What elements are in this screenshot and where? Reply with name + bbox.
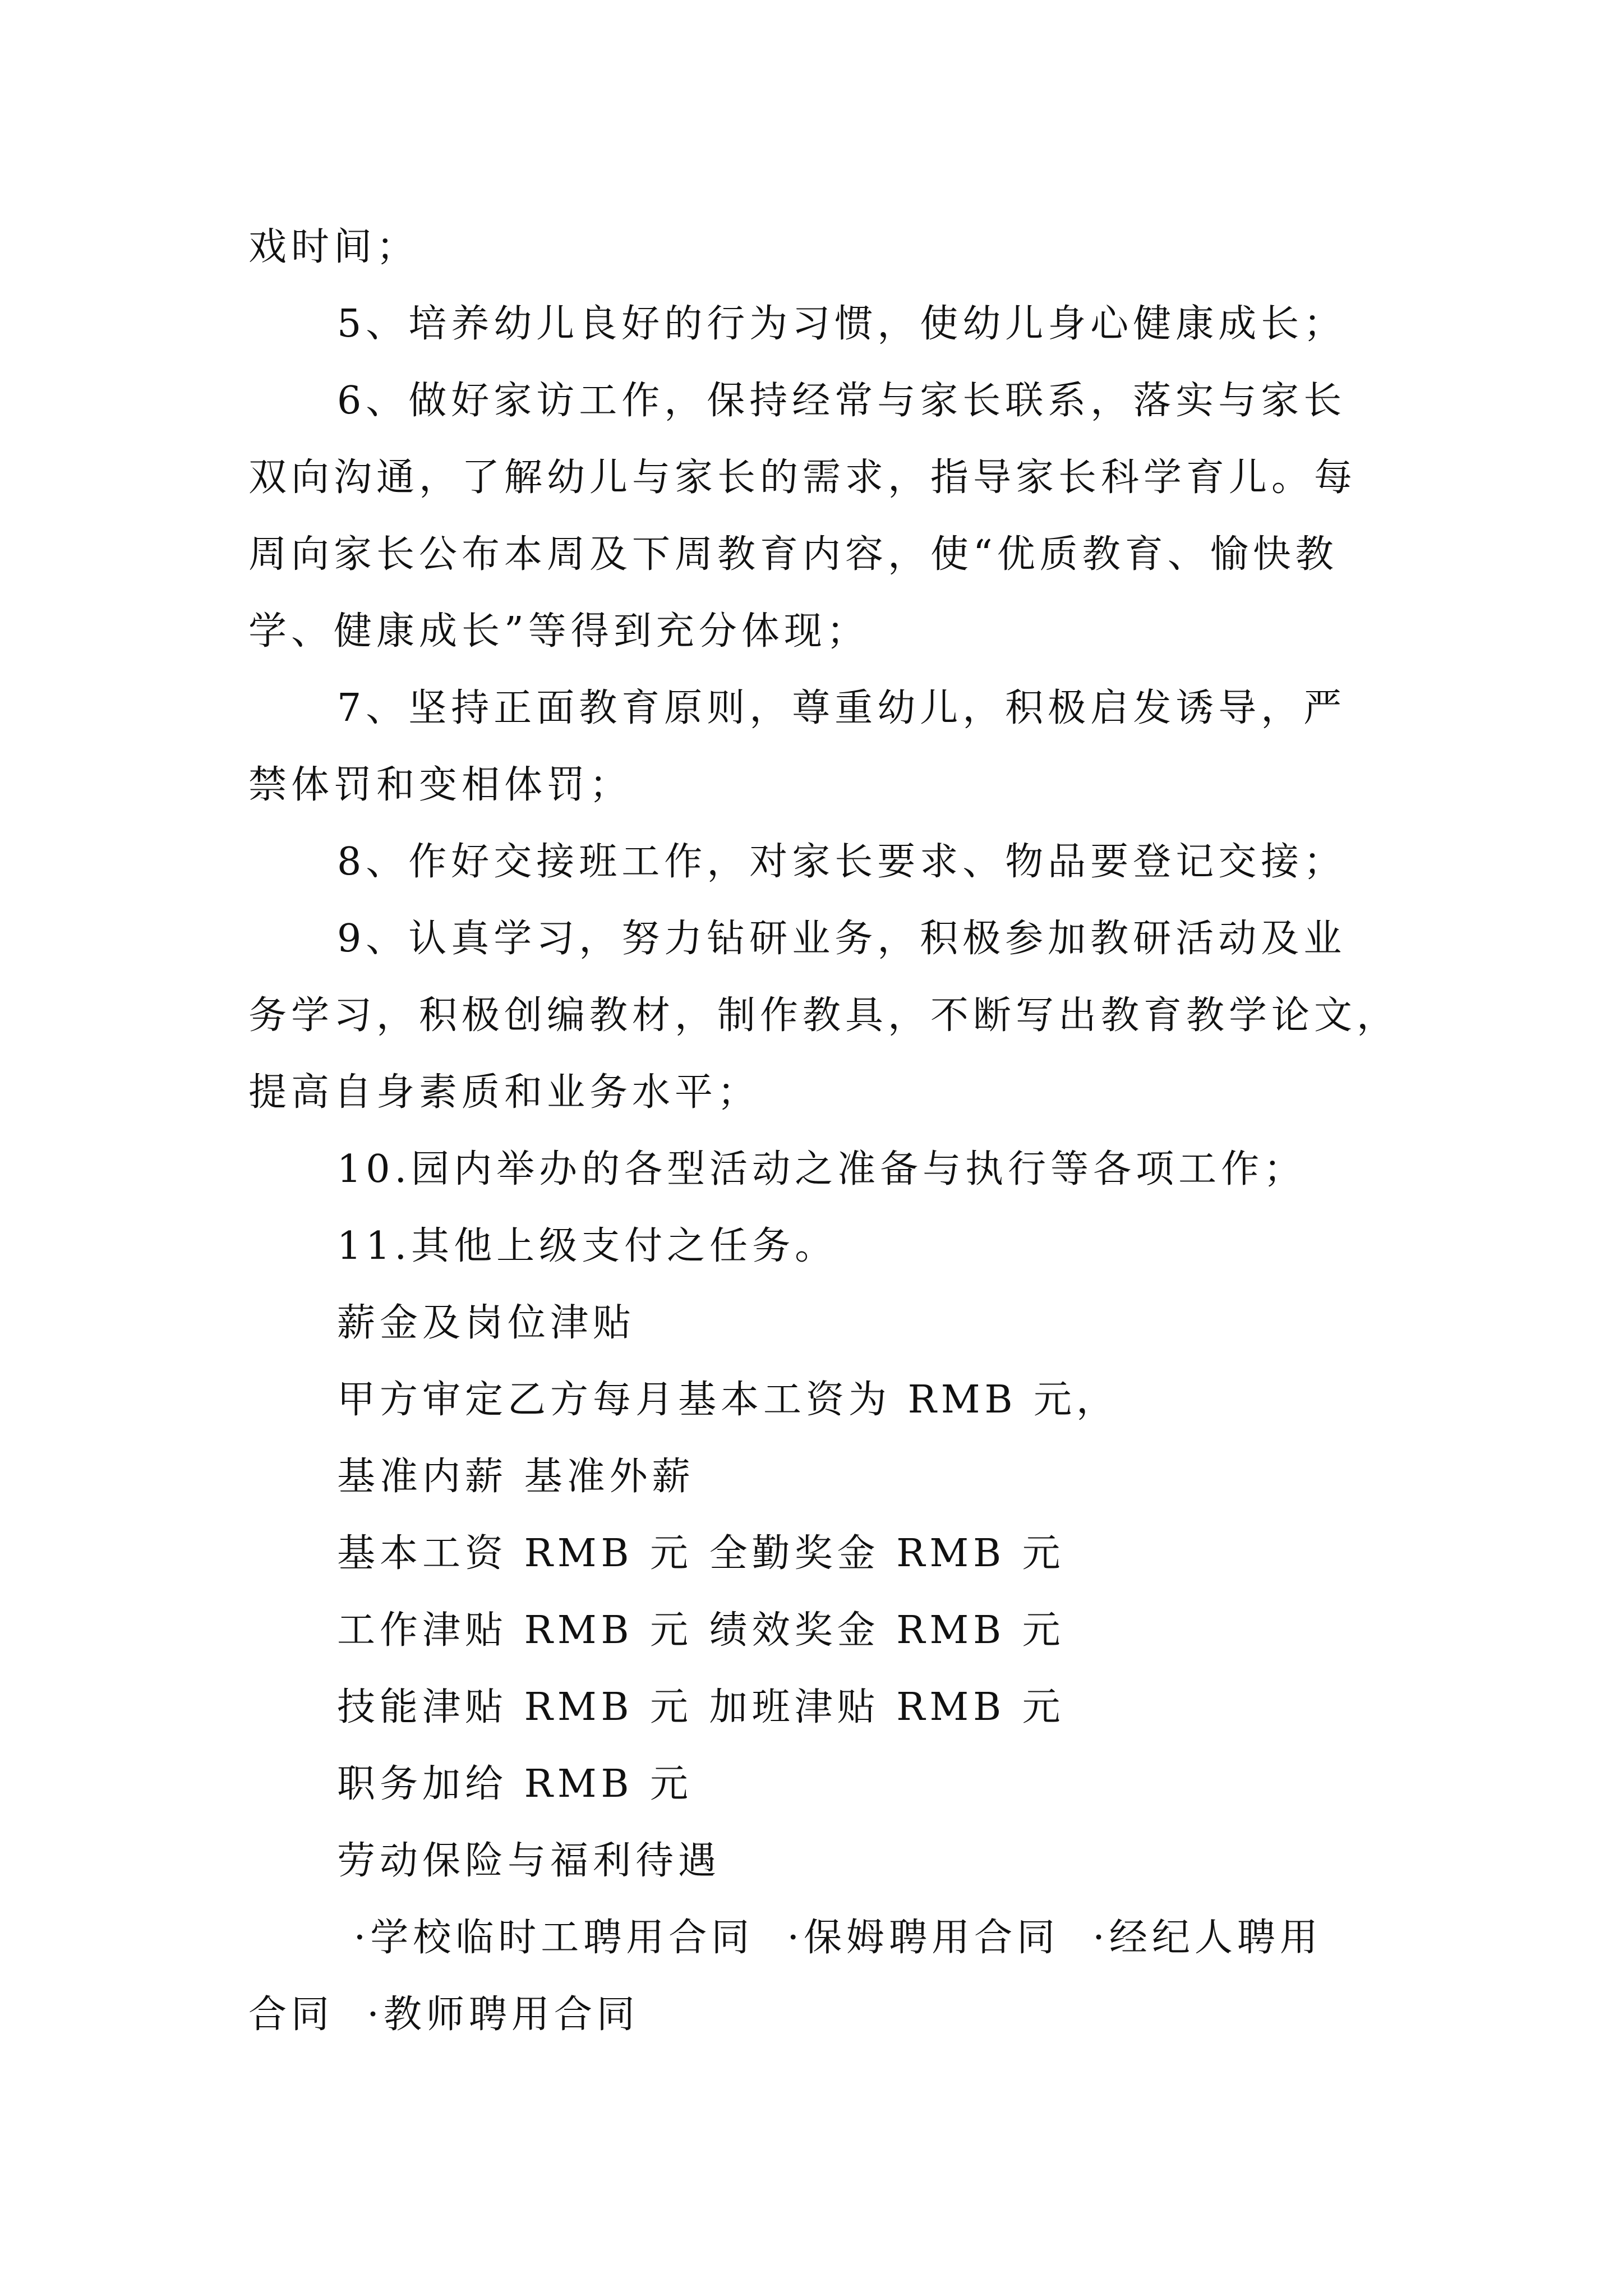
text-line-6: 学、健康成长”等得到充分体现；	[248, 609, 869, 654]
text-line-14: 11.其他上级支付之任务。	[337, 1224, 838, 1268]
text-line-13: 10.园内举办的各型活动之准备与执行等各项工作；	[337, 1147, 1307, 1191]
text-line-3: 6、做好家访工作，保持经常与家长联系，落实与家长	[337, 379, 1347, 423]
related-links-line-2: 合同 ·教师聘用合同	[248, 1993, 639, 2037]
text-line-19: 工作津贴 RMB 元 绩效奖金 RMB 元	[337, 1608, 1065, 1653]
section-heading-insurance: 劳动保险与福利待遇	[337, 1839, 721, 1883]
text-line-11: 务学习，积极创编教材，制作教具，不断写出教育教学论文，	[248, 993, 1400, 1038]
text-line-16: 甲方审定乙方每月基本工资为 RMB 元，	[337, 1378, 1119, 1422]
text-line-2: 5、培养幼儿良好的行为习惯，使幼儿身心健康成长；	[337, 302, 1347, 346]
document-body	[248, 209, 1400, 2053]
text-line-1: 戏时间；	[248, 225, 419, 269]
text-line-5: 周向家长公布本周及下周教育内容，使“优质教育、愉快教	[248, 532, 1338, 577]
text-line-20: 技能津贴 RMB 元 加班津贴 RMB 元	[337, 1685, 1065, 1729]
section-heading-salary: 薪金及岗位津贴	[337, 1301, 636, 1345]
text-line-21: 职务加给 RMB 元	[337, 1762, 693, 1806]
text-line-8: 禁体罚和变相体罚；	[248, 763, 633, 807]
text-line-4: 双向沟通，了解幼儿与家长的需求，指导家长科学育儿。每	[248, 455, 1357, 500]
text-line-12: 提高自身素质和业务水平；	[248, 1070, 760, 1115]
text-line-10: 9、认真学习，努力钻研业务，积极参加教研活动及业	[337, 917, 1347, 961]
text-line-7: 7、坚持正面教育原则，尊重幼儿，积极启发诱导，严	[337, 686, 1347, 730]
text-line-17: 基准内薪 基准外薪	[337, 1455, 695, 1499]
text-line-18: 基本工资 RMB 元 全勤奖金 RMB 元	[337, 1531, 1065, 1576]
related-links-line-1: ·学校临时工聘用合同 ·保姆聘用合同 ·经纪人聘用	[337, 1916, 1322, 1960]
text-line-9: 8、作好交接班工作，对家长要求、物品要登记交接；	[337, 840, 1347, 884]
